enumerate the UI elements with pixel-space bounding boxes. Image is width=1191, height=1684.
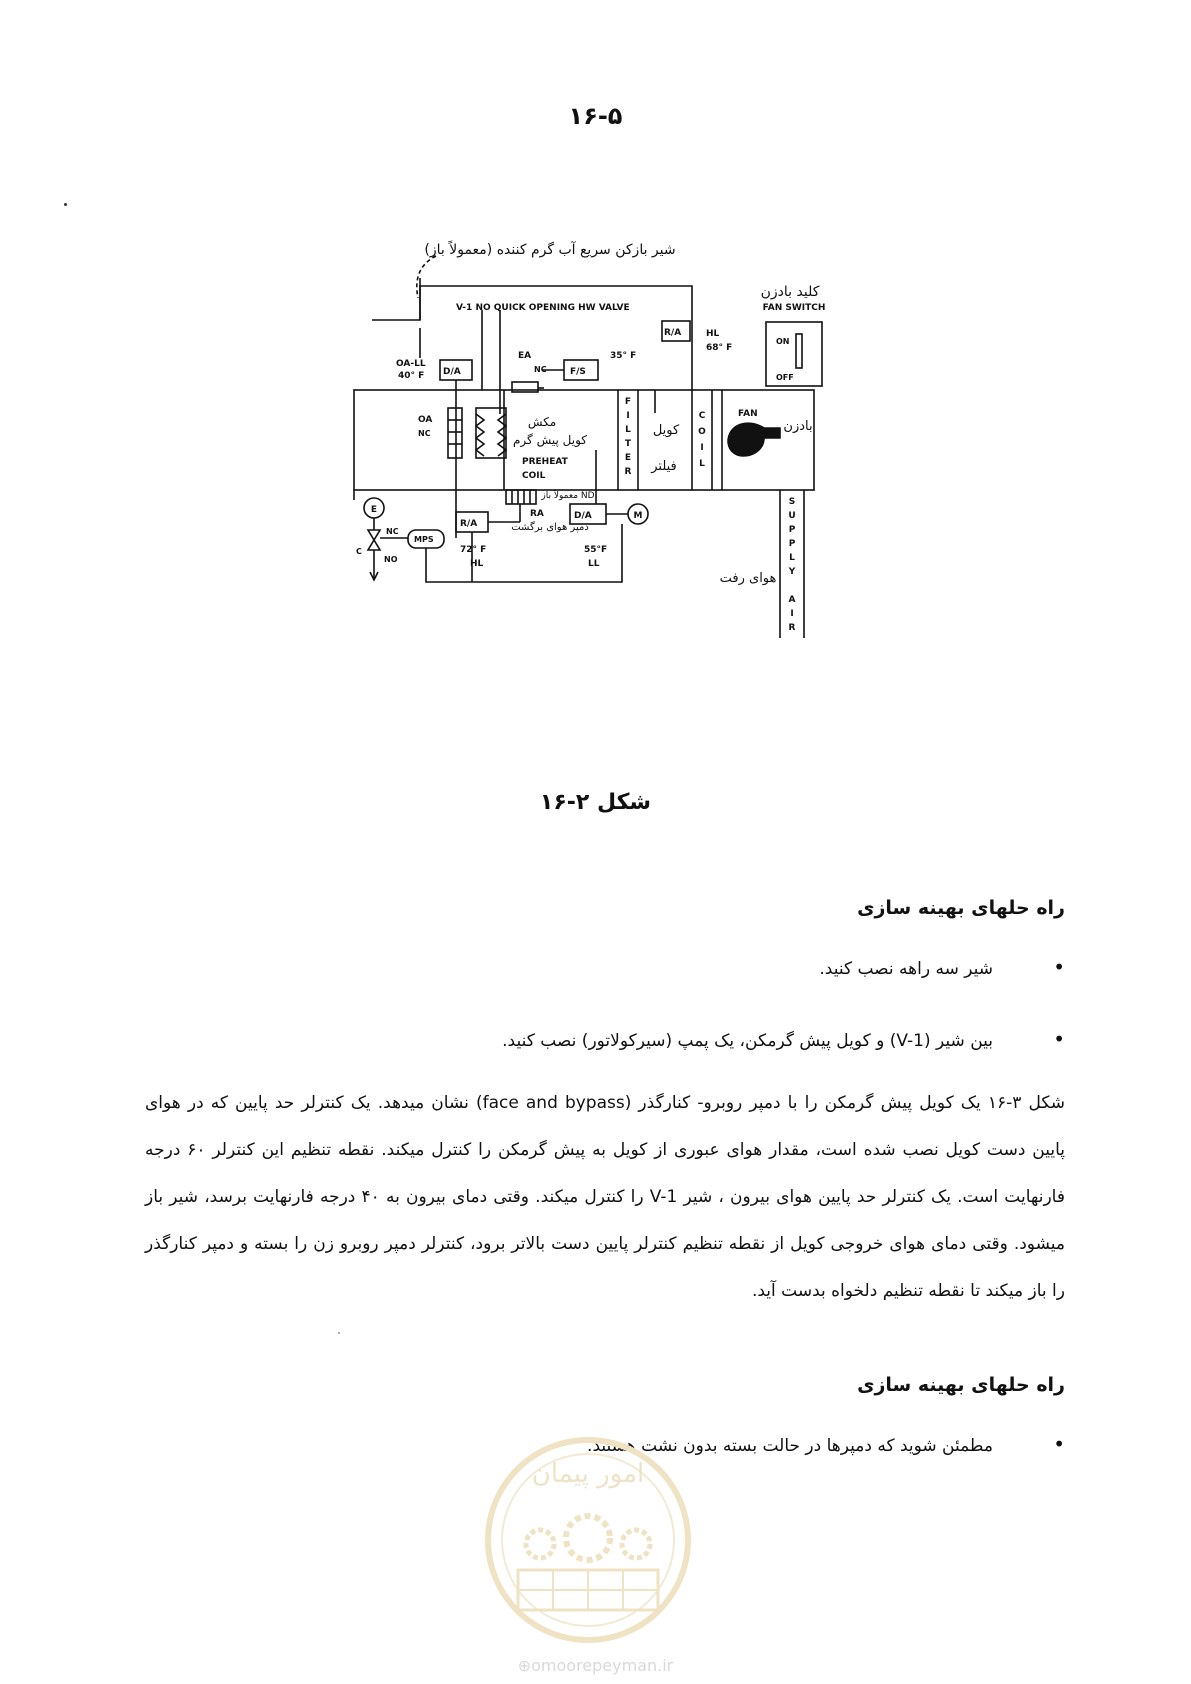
ahu-schematic-figure <box>260 238 940 698</box>
coil-letter: I <box>700 443 704 453</box>
motor-label: M <box>633 511 643 521</box>
oa-damper <box>448 408 462 458</box>
filter-letter: L <box>625 425 631 435</box>
schematic-svg <box>260 238 940 698</box>
section-heading-1: راه حلهای بهینه سازی <box>857 897 1065 919</box>
temp-35-label: 35° F <box>610 351 637 361</box>
coil-letters <box>698 411 706 469</box>
mixing-fa: مکش <box>527 415 557 429</box>
fan-switch-fa: کلید بادزن <box>760 284 820 300</box>
stray-dot <box>338 1332 340 1334</box>
filter-letter: F <box>624 397 632 407</box>
hl-72-label: HL <box>470 559 484 569</box>
hl-value: 68° F <box>706 343 733 353</box>
supply-letter: R <box>788 623 796 633</box>
bullet-text: شیر سه راهه نصب کنید. <box>819 959 993 979</box>
bullet-item <box>502 1027 1065 1051</box>
ra-damper <box>506 490 536 504</box>
top-annotation: شیر بازکن سریع آب گرم کننده (معمولاً باز) <box>424 242 676 258</box>
fan-label: FAN <box>738 409 758 419</box>
hl-label: HL <box>706 329 720 339</box>
supply-letter: P <box>788 525 796 535</box>
supply-letter: Y <box>788 567 796 577</box>
switch-on: ON <box>776 337 790 346</box>
temp-72-label: 72° F <box>460 545 487 555</box>
watermark-name: امور پیمان <box>531 1459 645 1489</box>
filter-fa: فیلتر <box>651 459 677 474</box>
supply-letter: S <box>788 497 796 507</box>
coil-letter: O <box>698 427 706 437</box>
bullet-item <box>819 955 1065 979</box>
fs-label: F/S <box>570 367 586 377</box>
oa-label: OA <box>418 415 433 425</box>
filter-letter: R <box>624 467 632 477</box>
coil-letter: L <box>699 459 705 469</box>
supply-letter: P <box>788 539 796 549</box>
watermark-url: ⊕omoorepeyman.ir <box>517 1656 674 1675</box>
fan-shape <box>728 423 780 456</box>
ll-55-label: LL <box>588 559 600 569</box>
bullet-mark: • <box>1053 955 1065 979</box>
supply-letters <box>788 497 796 633</box>
filter-letter: E <box>624 453 632 463</box>
mps-label: MPS <box>414 535 434 544</box>
da-top-label: D/A <box>443 367 461 377</box>
ra-label: RA <box>530 509 544 519</box>
page-number: ۱۶-۵ <box>568 102 623 130</box>
ea-label: EA <box>518 351 532 361</box>
fan-switch-box <box>766 322 822 386</box>
fan-fa: بادزن <box>783 419 813 434</box>
filter-letter: I <box>626 411 630 421</box>
description-paragraph: شکل ۳-۱۶ یک کویل پیش گرمکن را با دمپر روبرو- کنارگذر (face and bypass) نشان میدهد. یک کنترلر حد پایین که در هوای پایین دست کویل نصب شده است، مقدار هوای عبوری از کویل به پیش گرمکن را کنترل میکند. نقطه تنظیم این کنترلر ۶۰ درجه فارنهایت است. یک کنترلر حد پایین هوای بیرون ، شیر V-1 را کنترل میکند. وقتی دمای بیرون به ۴۰ درجه فارنهایت برسد، شیر باز میشود. وقتی دمای هوای خروجی کویل از نقطه تنظیم کنترلر پایین دست بالاتر برود، کنترلر دمپر روبرو زن را بسته و دمپر کنارگذر را باز میکند تا نقطه تنظیم دلخواه بدست آید. <box>145 1093 1065 1301</box>
three-way-valve <box>368 530 380 550</box>
supply-letter: U <box>788 511 796 521</box>
ea-nc-label: NC <box>534 365 547 374</box>
preheat-fa: کویل پیش گرم <box>513 433 587 447</box>
switch-off: OFF <box>776 373 794 382</box>
c-label: C <box>356 547 362 556</box>
nc-label: NC <box>386 527 399 536</box>
watermark-svg <box>478 1420 698 1680</box>
ra-damper-fa: دمپر هوای برگشت <box>511 522 589 533</box>
coil-fa: کویل <box>652 423 680 438</box>
e-label: E <box>370 505 378 515</box>
section-heading-2: راه حلهای بهینه سازی <box>857 1374 1065 1396</box>
fan-switch-en: FAN SWITCH <box>762 303 826 313</box>
ra-top-label: R/A <box>664 328 682 338</box>
valve-label: V-1 NO QUICK OPENING HW VALVE <box>456 303 630 313</box>
supply-fa: هوای رفت <box>719 571 777 586</box>
coil-letter: C <box>698 411 706 421</box>
supply-letter: A <box>788 595 796 605</box>
ra-mid-label: R/A <box>460 519 478 529</box>
nd-open-label: ND معمولاً باز <box>541 491 595 501</box>
bullet-text: مطمئن شوید که دمپرها در حالت بسته بدون نشت هستند. <box>587 1436 993 1456</box>
switch-lever <box>796 334 802 368</box>
bullet-text: بین شیر (V-1) و کویل پیش گرمکن، یک پمپ (سیرکولاتور) نصب کنید. <box>502 1031 993 1051</box>
preheat-coil-block <box>476 408 506 458</box>
oa-nc-label: NC <box>418 429 431 438</box>
watermark-seal <box>478 1420 698 1680</box>
figure-caption: شکل ۲-۱۶ <box>539 790 652 815</box>
bullet-mark: • <box>1053 1027 1065 1051</box>
supply-letter: L <box>789 553 795 563</box>
globe-icon: ⊕ <box>517 1656 532 1675</box>
stray-dot <box>64 203 67 206</box>
temp-55-label: 55°F <box>584 545 608 555</box>
preheat-en-1: PREHEAT <box>522 457 568 467</box>
filter-letters <box>625 397 632 477</box>
no-label: NO <box>384 555 398 564</box>
oa-ll-label: OA-LL <box>396 359 426 369</box>
filter-letter: T <box>624 439 632 449</box>
bullet-mark: • <box>1053 1432 1065 1456</box>
da-mid-label: D/A <box>574 511 592 521</box>
oa-ll-value: 40° F <box>398 371 425 381</box>
preheat-en-2: COIL <box>522 471 546 481</box>
supply-letter: I <box>790 609 794 619</box>
